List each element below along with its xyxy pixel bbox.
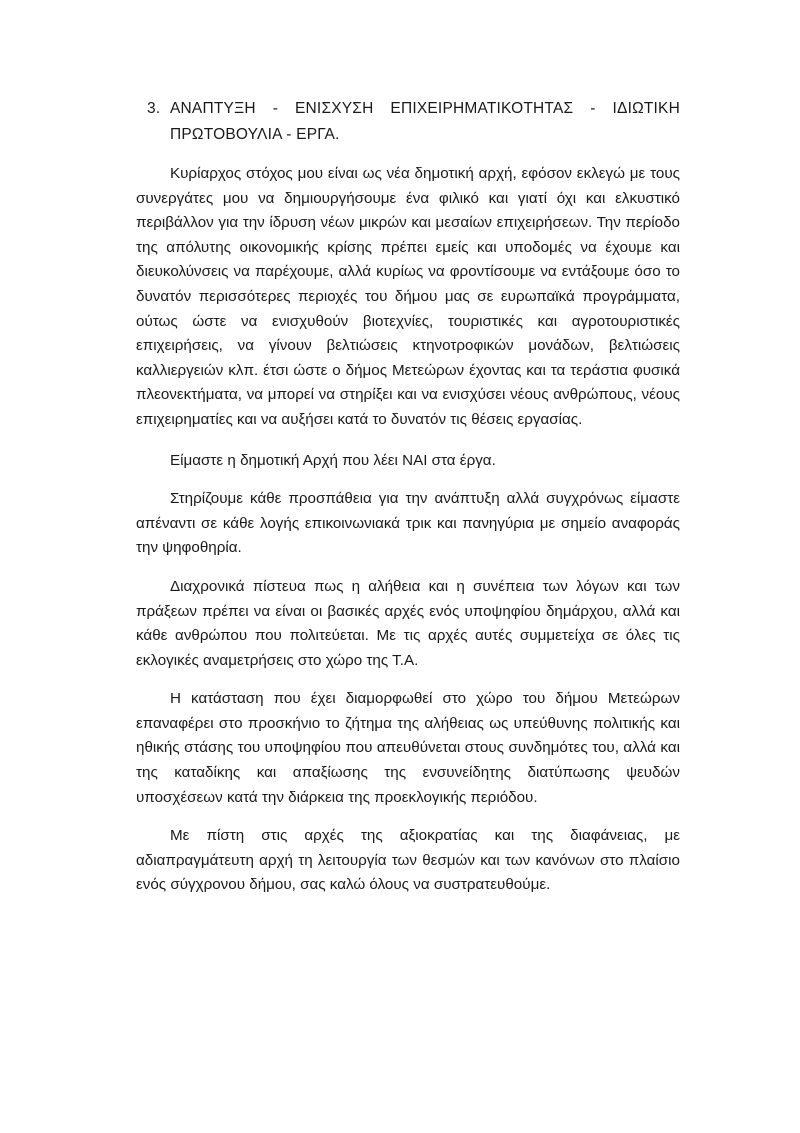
- paragraph-current-situation: Η κατάσταση που έχει διαμορφωθεί στο χώρο του δήμου Μετεώρων επαναφέρει στο προσκήνιο το ζήτημα της αλήθειας ως υπεύθυνης πολιτικής και ηθικής στάσης του υποψηφίου που απευθύνεται στους συνδημότες του, αλλά και της καταδίκης και απαξίωσης της ενσυνείδητης διατύπωσης ψευδών υποσχέσεων κατά την διάρκεια της προεκλογικής περιόδου.: [136, 690, 680, 806]
- paragraph-truth-consistency: Διαχρονικά πίστευα πως η αλήθεια και η συνέπεια των λόγων και των πράξεων πρέπει να είναι οι βασικές αρχές ενός υποψηφίου δημάρχου, αλλά και κάθε ανθρώπου που πολιτεύεται. Με τις αρχές αυτές συμμετείχα σε όλες τις εκλογικές αναμετρήσεις στο χώρο της Τ.Α.: [136, 577, 680, 669]
- paragraph-support-development: Στηρίζουμε κάθε προσπάθεια για την ανάπτυξη αλλά συγχρόνως είμαστε απέναντι σε κάθε λογής επικοινωνιακά τρικ και πανηγύρια με σημείο αναφοράς την ψηφοθηρία.: [136, 490, 680, 557]
- document-page: [136, 96, 680, 912]
- paragraph-closing-call: Με πίστη στις αρχές της αξιοκρατίας και της διαφάνειας, με αδιαπραγμάτευτη αρχή τη λειτουργία των θεσμών και των κανόνων στο πλαίσιο ενός σύγχρονου δήμου, σας καλώ όλους να συστρατευθούμε.: [136, 827, 680, 894]
- paragraph-development-goal: Κυρίαρχος στόχος μου είναι ως νέα δημοτική αρχή, εφόσον εκλεγώ με τους συνεργάτες μου να δημιουργήσουμε ένα φιλικό και γιατί όχι και ελκυστικό περιβάλλον για την ίδρυση νέων μικρών και μεσαίων επιχειρήσεων. Την περίοδο της απόλυτης οικονομικής κρίσης πρέπει εμείς και υποδομές να έχουμε και διευκολύνσεις να παρέχουμε, αλλά κυρίως να φροντίσουμε να εντάξουμε όσο το δυνατόν περισσότερες περιοχές του δήμου μας σε ευρωπαϊκά προγράμματα, ούτως ώστε να ενισχυθούν βιοτεχνίες, τουριστικές και αγροτουριστικές επιχειρήσεις, να γίνουν βελτιώσεις κτηνοτροφικών μονάδων, βελτιώσεις καλλιεργειών κλπ. έτσι ώστε ο δήμος Μετεώρων έχοντας και τα τεράστια φυσικά πλεονεκτήματα, να μπορεί να στηρίξει και να ενισχύσει νέους ανθρώπους, νέους επιχειρηματίες και να αυξήσει κατά το δυνατόν τις θέσεις εργασίας.: [136, 165, 680, 428]
- paragraph-yes-to-projects: Είμαστε η δημοτική Αρχή που λέει ΝΑΙ στα έργα.: [170, 451, 496, 469]
- section-number: 3.: [147, 100, 161, 117]
- section-heading: [136, 96, 680, 148]
- section-title: ΑΝΑΠΤΥΞΗ - ΕΝΙΣΧΥΣΗ ΕΠΙΧΕΙΡΗΜΑΤΙΚΟΤΗΤΑΣ - ΙΔΙΩΤΙΚΗ ΠΡΩΤΟΒΟΥΛΙΑ - ΕΡΓΑ.: [170, 100, 680, 143]
